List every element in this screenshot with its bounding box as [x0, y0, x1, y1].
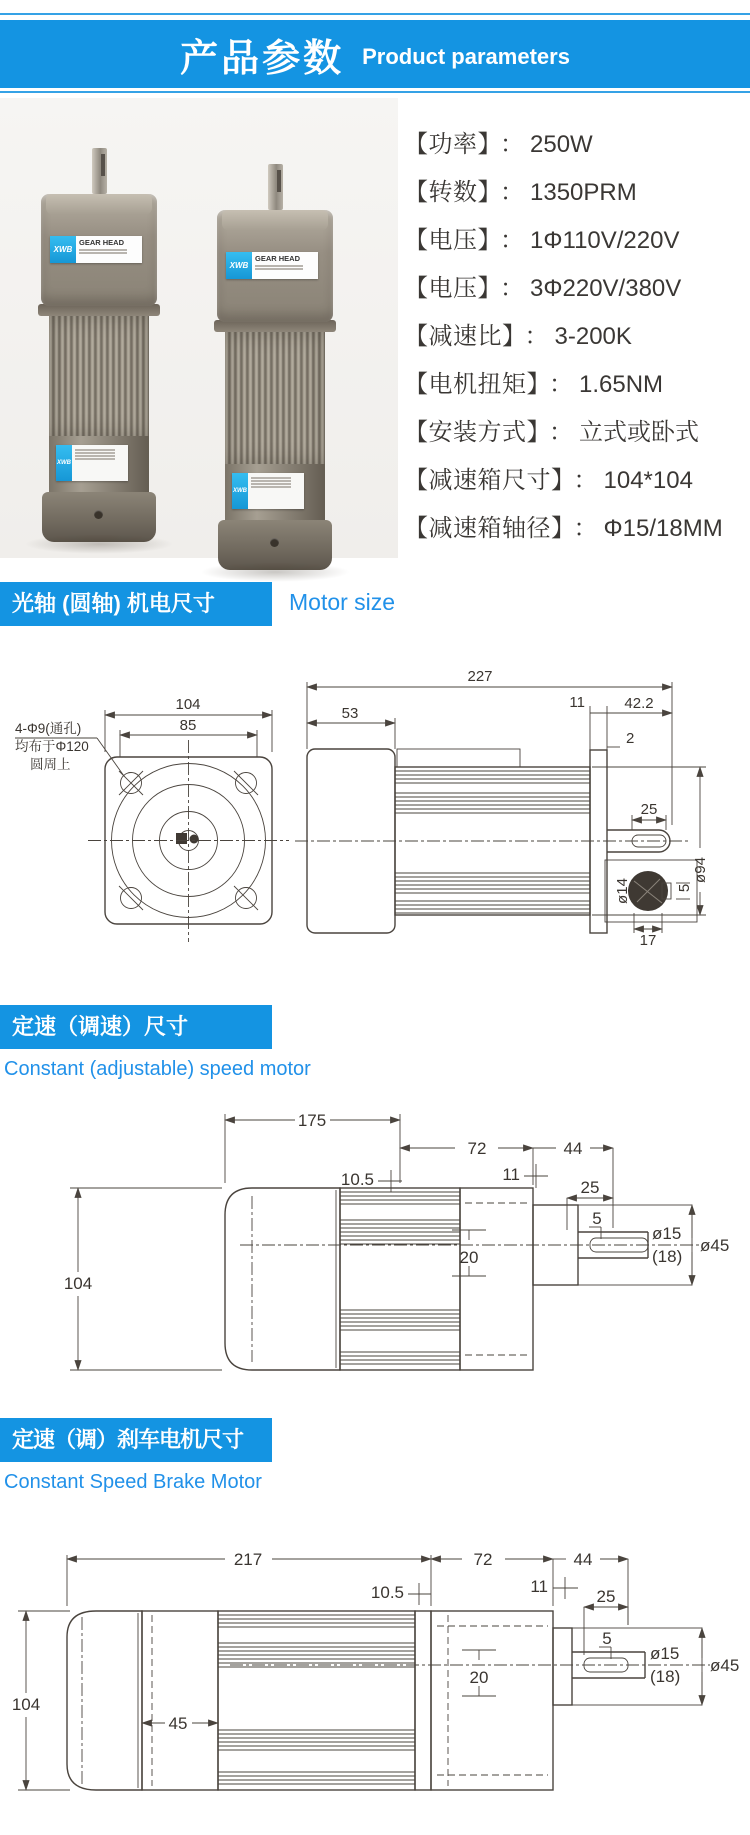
dim-label: ø15: [652, 1224, 682, 1243]
motor-outline: [225, 1188, 700, 1370]
dim-label: 85: [179, 717, 197, 734]
spec-colon: ：: [573, 467, 598, 494]
label-fineprint: [72, 445, 128, 481]
dim-label: 20: [469, 1668, 489, 1687]
motor-shadow: [200, 562, 350, 582]
banner-bottom-divider: [0, 91, 750, 93]
dim-label: 104: [175, 696, 201, 713]
dim-label: ø15: [650, 1644, 680, 1663]
gearbox-head: [217, 210, 333, 322]
gearhead-label-text: [252, 252, 318, 279]
spec-colon: ：: [500, 227, 524, 254]
dim-label: 11: [502, 1165, 520, 1184]
section-banner: [0, 20, 750, 88]
motor-lower-body: [225, 464, 325, 522]
spec-label: 【安装方式】: [404, 419, 539, 446]
label-fineprint: [248, 473, 304, 509]
dim-label: (18): [650, 1667, 681, 1686]
dim-label: 20: [459, 1248, 479, 1267]
banner-title-en: Product parameters: [362, 44, 570, 69]
dim-label: 53: [341, 705, 359, 722]
dim-label: 5: [602, 1629, 612, 1648]
spec-row: [404, 409, 748, 457]
motor-lower-body: [49, 436, 149, 494]
dim-label: 5: [676, 883, 693, 893]
spec-value: 3-200K: [554, 323, 632, 350]
dim-label: 217: [233, 1550, 263, 1569]
dim-label: ø14: [614, 878, 631, 904]
spec-label: 【减速箱尺寸】: [404, 467, 564, 494]
motor-shadow: [24, 534, 174, 554]
label-fineprint: [255, 265, 315, 270]
brand-badge: XWB: [50, 236, 76, 263]
spec-row: [404, 265, 748, 313]
spec-value: 立式或卧式: [579, 419, 699, 446]
spec-row: [404, 313, 748, 361]
dimensions: [12, 1550, 739, 1790]
drawing-brake-motor: [0, 1545, 750, 1835]
spec-label: 【电压】: [404, 275, 490, 302]
spec-colon: ：: [549, 371, 573, 398]
spec-label: 【电压】: [404, 227, 490, 254]
product-photo-area: [0, 98, 398, 558]
dim-label: 25: [580, 1178, 600, 1197]
section-subtitle-speed-motor: Constant (adjustable) speed motor: [4, 1058, 311, 1080]
motor-shaft: [92, 148, 107, 194]
motor-photo-left: [34, 148, 164, 542]
spec-value: 1.65NM: [579, 371, 664, 398]
dim-label: 44: [573, 1550, 593, 1569]
drawing-speed-motor: [0, 1100, 750, 1400]
spec-row: [404, 505, 748, 553]
motor-spec-label: [232, 473, 304, 509]
label-fineprint: [79, 249, 139, 254]
spec-label: 【减速比】: [404, 323, 515, 350]
shaft-section-detail: [605, 860, 697, 949]
spec-colon: ：: [500, 179, 524, 206]
dim-label: 72: [467, 1139, 487, 1158]
fin-lines: [340, 1192, 460, 1364]
motor-spec-label: [56, 445, 128, 481]
section-subtitle-motor-size: Motor size: [289, 589, 396, 615]
dim-label: (18): [652, 1247, 683, 1266]
spec-row: [404, 169, 748, 217]
brand-badge: XWB: [56, 445, 72, 481]
drawing-note: 圆周上: [30, 757, 71, 772]
dim-label: ø94: [692, 857, 709, 883]
spec-row: [404, 121, 748, 169]
section-subtitle-brake-motor: Constant Speed Brake Motor: [4, 1471, 262, 1493]
gearhead-label-text: [76, 236, 142, 263]
front-view: [15, 696, 289, 942]
dim-label: 2: [626, 730, 635, 747]
spec-label: 【减速箱轴径】: [404, 515, 564, 542]
spec-row: [404, 457, 748, 505]
section-title-motor-size: 光轴 (圆轴) 机电尺寸: [0, 582, 272, 626]
gearhead-label-title: GEAR HEAD: [79, 238, 125, 247]
spec-colon: ：: [573, 515, 598, 542]
dim-label: 104: [11, 1695, 41, 1714]
spec-label: 【功率】: [404, 131, 490, 158]
dim-label: 10.5: [370, 1583, 404, 1602]
dim-label: 25: [640, 801, 658, 818]
spec-list: [404, 121, 748, 553]
spec-value: 3Φ220V/380V: [530, 275, 682, 302]
gearbox-head: [41, 194, 157, 306]
spec-label: 【电机扭矩】: [404, 371, 539, 398]
gearhead-label-title: GEAR HEAD: [255, 254, 301, 263]
top-divider: [0, 13, 750, 15]
dimensions: [64, 1111, 729, 1370]
motor-shaft: [268, 164, 283, 210]
gearhead-label: [226, 252, 318, 279]
dim-label: 11: [530, 1577, 548, 1596]
gearhead-label: [50, 236, 142, 263]
dim-label: 42.2: [624, 695, 654, 712]
spec-value: Φ15/18MM: [603, 515, 723, 542]
dim-label: 10.5: [340, 1170, 374, 1189]
section-title-speed-motor: 定速（调速）尺寸: [0, 1005, 272, 1049]
banner-title-cn: 产品参数: [180, 37, 345, 80]
dim-label: 25: [596, 1587, 616, 1606]
dim-label: 17: [639, 932, 657, 949]
spec-label: 【转数】: [404, 179, 490, 206]
dim-label: 5: [592, 1209, 602, 1228]
spec-colon: ：: [549, 419, 573, 446]
dim-label: 11: [569, 694, 585, 711]
dim-label: 175: [297, 1111, 327, 1130]
motor-outline: [67, 1611, 710, 1790]
dim-label: 227: [467, 668, 493, 685]
motor-photo-right: [210, 164, 340, 570]
dim-label: ø45: [700, 1236, 730, 1255]
motor-fins: [49, 316, 149, 436]
dim-label: ø45: [710, 1656, 740, 1675]
spec-row: [404, 217, 748, 265]
spec-value: 1Φ110V/220V: [530, 227, 680, 254]
section-title-brake-motor: 定速（调）刹车电机尺寸: [0, 1418, 272, 1462]
drawing-note: 均布于Φ120: [15, 739, 89, 754]
drawing-note: 4-Φ9(通孔): [15, 721, 82, 736]
brand-badge: XWB: [226, 252, 252, 279]
spec-value: 250W: [530, 131, 593, 158]
spec-row: [404, 361, 748, 409]
fin-lines: [218, 1615, 415, 1784]
dim-label: 44: [563, 1139, 583, 1158]
fin-lines: [395, 771, 590, 913]
spec-colon: ：: [500, 275, 524, 302]
dim-label: 72: [473, 1550, 493, 1569]
spec-value: 104*104: [603, 467, 693, 494]
spec-value: 1350PRM: [530, 179, 637, 206]
drawing-motor-size: [0, 630, 750, 1010]
dim-label: 45: [168, 1714, 188, 1733]
spec-colon: ：: [500, 131, 524, 158]
dim-label: 104: [63, 1274, 93, 1293]
brand-badge: XWB: [232, 473, 248, 509]
spec-colon: ：: [524, 323, 549, 350]
motor-fins: [225, 332, 325, 464]
